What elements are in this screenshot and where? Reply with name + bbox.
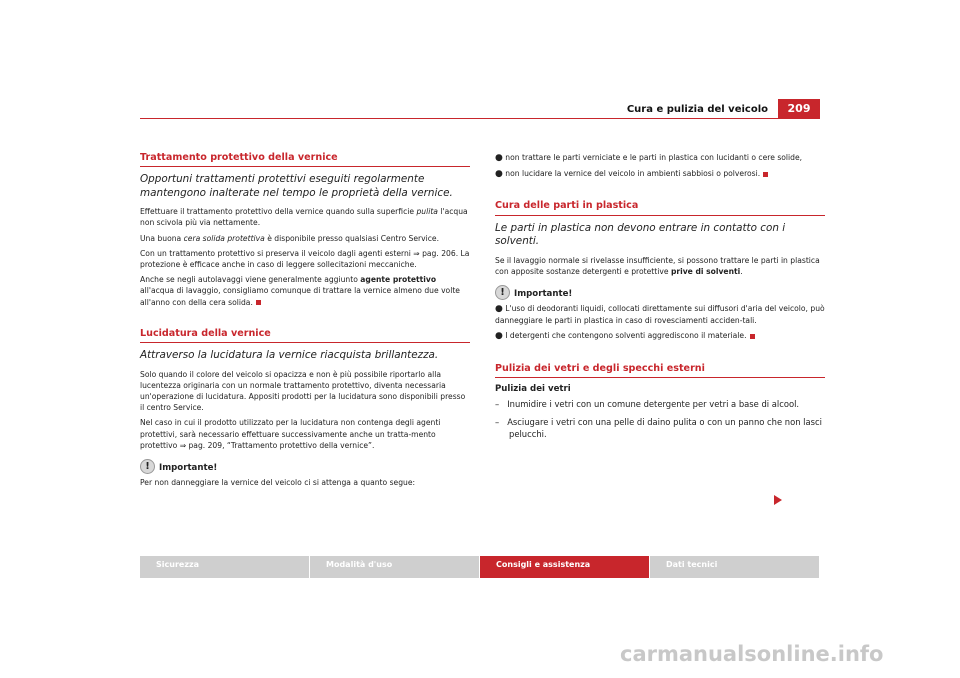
section-lead: Attraverso la lucidatura la vernice riacquista brillantezza.: [140, 349, 439, 362]
tab-modalita-duso[interactable]: Modalità d'uso: [310, 556, 480, 578]
warning-icon: !: [140, 459, 155, 474]
warning-icon: !: [495, 285, 510, 300]
list-item: – Inumidire i vetri con un comune detergente per vetri a base di alcool.: [495, 399, 800, 410]
tab-consigli-e-assistenza[interactable]: Consigli e assistenza: [480, 556, 650, 578]
paragraph: Con un trattamento protettivo si preserva il veicolo dagli agenti esterni ⇒ pag. 206. La protezione è efficace anche in caso di leggere sollecitazioni meccaniche.: [140, 248, 470, 270]
left-column: [140, 152, 470, 492]
section-heading-paint-protection: Trattamento protettivo della vernice: [140, 152, 470, 167]
section-heading-plastic-care: Cura delle parti in plastica: [495, 200, 825, 215]
continue-arrow-icon: [774, 495, 782, 505]
right-column: [495, 152, 825, 447]
section-lead: Opportuni trattamenti protettivi eseguiti regolarmente mantengono inalterate nel tempo le proprietà della vernice.: [140, 173, 453, 199]
list-item: – Asciugare i vetri con una pelle di daino pulita o con un panno che non lasci pelucchi.: [495, 417, 822, 440]
running-header-title: Cura e pulizia del veicolo: [626, 104, 768, 115]
paragraph: Solo quando il colore del veicolo si opacizza e non è più possibile riportarlo alla lucentezza originaria con un normale trattamento protettivo, diventa necessaria un'operazione di lucidatura. Appositi prodotti per la lucidatura sono disponibili presso il centro Service.: [140, 369, 466, 413]
tab-sicurezza[interactable]: Sicurezza: [140, 556, 310, 578]
list-item: ● non trattare le parti verniciate e le parti in plastica con lucidanti o cere solide,: [495, 153, 803, 163]
paragraph: Per non danneggiare la vernice del veicolo ci si attenga a quanto segue:: [140, 477, 416, 487]
paragraph: Nel caso in cui il prodotto utilizzato per la lucidatura non contenga degli agenti protettivi, sarà necessario effettuare successivamente anche un tratta-mento protettivo ⇒ pag. 209, “Trattamento protettivo della vernice”.: [140, 418, 441, 450]
page-number: 209: [778, 99, 820, 118]
paragraph: Se il lavaggio normale si rivelasse insufficiente, si possono trattare le parti in plastica con apposite sostanze detergenti e protettive prive di solventi.: [495, 255, 820, 276]
section-end-icon: [750, 334, 755, 339]
paragraph: Una buona cera solida protettiva è disponibile presso qualsiasi Centro Service.: [140, 233, 439, 243]
important-notice: ! Importante!: [140, 459, 470, 474]
section-end-icon: [256, 300, 261, 305]
section-heading-glass-cleaning: Pulizia dei vetri e degli specchi esterni: [495, 363, 825, 378]
list-item: ● non lucidare la vernice del veicolo in ambienti sabbiosi o polverosi.: [495, 168, 825, 180]
important-notice: ! Importante!: [495, 285, 825, 300]
tab-dati-tecnici[interactable]: Dati tecnici: [650, 556, 820, 578]
footer-tabs: [140, 556, 820, 578]
paragraph: Anche se negli autolavaggi viene generalmente aggiunto agente protettivo all'acqua di lavaggio, consigliamo comunque di trattare la vernice almeno due volte all'anno con della cera solida.: [140, 275, 460, 307]
header-rule: [140, 118, 820, 119]
watermark: carmanualsonline.info: [620, 642, 884, 666]
section-heading-polishing: Lucidatura della vernice: [140, 328, 470, 343]
list-item: ● I detergenti che contengono solventi aggrediscono il materiale.: [495, 330, 825, 342]
subheading: Pulizia dei vetri: [495, 383, 571, 394]
list-item: ● L'uso di deodoranti liquidi, collocati direttamente sui diffusori d'aria del veicolo, può danneggiare le parti in plastica in caso di rovesciamenti acciden-tali.: [495, 304, 825, 326]
section-lead: Le parti in plastica non devono entrare in contatto con i solventi.: [495, 221, 786, 248]
paragraph: Effettuare il trattamento protettivo della vernice quando sulla superficie pulita l'acqua non scivola più via nettamente.: [140, 207, 468, 228]
section-end-icon: [763, 172, 768, 177]
